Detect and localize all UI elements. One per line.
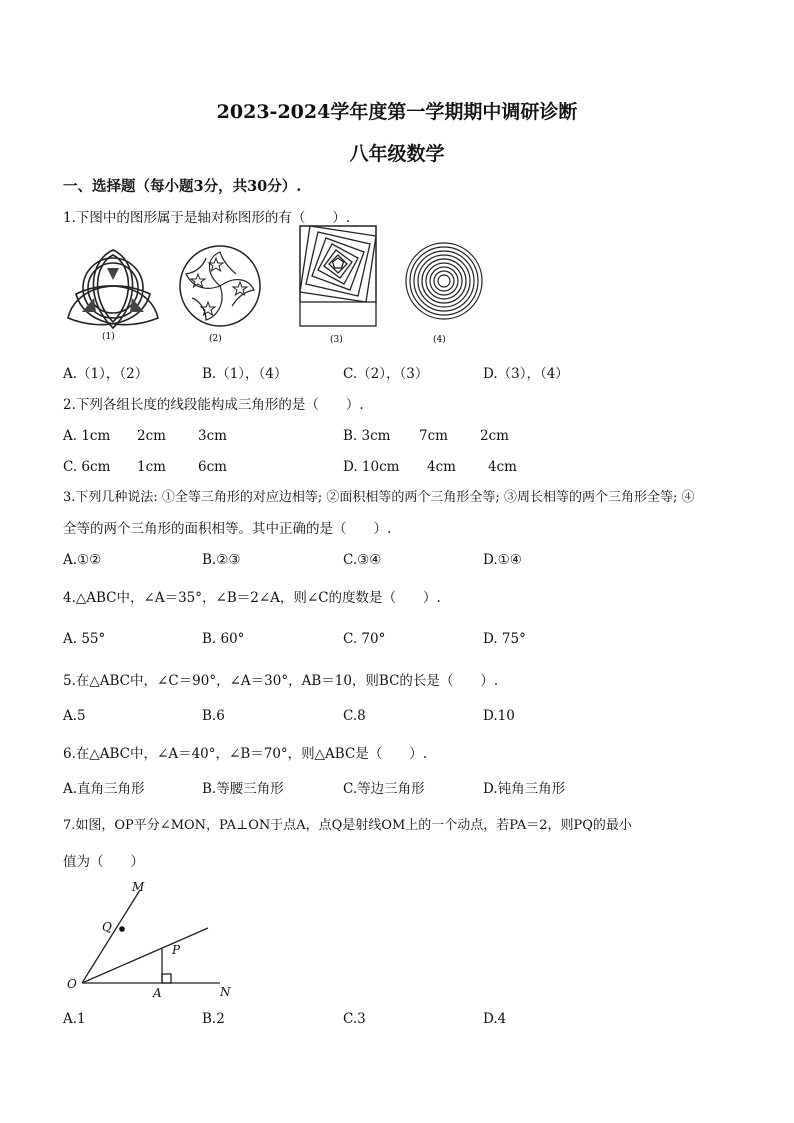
q6-option-b: B.等腰三角形	[202, 781, 284, 797]
label-a: A	[153, 986, 162, 1000]
q7-option-c: C.3	[343, 1011, 366, 1027]
q7-option-d: D.4	[483, 1011, 507, 1027]
q3-option-d: D.①④	[483, 552, 522, 568]
question-5-stem: 5.在△ABC中，∠C＝90°，∠A＝30°，AB＝10，则BC的长是（ ）.	[63, 673, 499, 689]
section-heading: 一、选择题（每小题3分，共30分）.	[63, 178, 302, 195]
q2-option-c-1: C. 6cm	[63, 459, 111, 475]
figure-1-caption: (1)	[102, 332, 115, 342]
q1-option-a: A.（1），（2）	[63, 366, 149, 382]
figure-concentric-circles	[403, 240, 485, 346]
figure-3-caption: (3)	[330, 335, 343, 345]
q3-option-b: B.②③	[202, 552, 241, 568]
figure-angle-bisector	[62, 878, 242, 1000]
question-6-stem: 6.在△ABC中，∠A＝40°，∠B＝70°，则△ABC是（ ）.	[63, 746, 428, 762]
point-q	[119, 926, 125, 932]
q2-option-a-3: 3cm	[198, 428, 227, 444]
figure-trefoil	[62, 246, 164, 342]
question-2-stem: 2.下列各组长度的线段能构成三角形的是（ ）.	[63, 397, 364, 413]
q7-option-b: B.2	[202, 1011, 225, 1027]
right-angle-mark	[162, 974, 171, 983]
q7-option-a: A.1	[63, 1011, 86, 1027]
q1-option-d: D.（3），（4）	[483, 366, 569, 382]
label-n: N	[220, 985, 231, 999]
question-3-line-1: 3.下列几种说法: ①全等三角形的对应边相等; ②面积相等的两个三角形全等; ③周长相等的两个三角形全等; ④	[63, 490, 695, 505]
q6-option-a: A.直角三角形	[63, 781, 145, 797]
figure-4-caption: (4)	[433, 335, 446, 345]
q2-option-c-2: 1cm	[137, 459, 166, 475]
q5-option-a: A.5	[63, 708, 86, 724]
figure-2-caption: (2)	[209, 334, 222, 344]
q2-option-b-3: 2cm	[480, 428, 509, 444]
question-1-stem: 1.下图中的图形属于是轴对称图形的有（ ）.	[63, 210, 351, 226]
q2-option-c-3: 6cm	[198, 459, 227, 475]
q1-option-b: B.（1），（4）	[202, 366, 288, 382]
q3-option-c: C.③④	[343, 552, 382, 568]
figure-rotated-squares	[296, 222, 380, 346]
q2-option-b-1: B. 3cm	[343, 428, 391, 444]
q4-option-b: B. 60°	[202, 631, 245, 647]
question-7-line-2: 值为（ ）	[63, 854, 144, 870]
q3-option-a: A.①②	[63, 552, 102, 568]
q6-option-d: D.钝角三角形	[483, 781, 566, 797]
q4-option-c: C. 70°	[343, 631, 386, 647]
q5-option-d: D.10	[483, 708, 515, 724]
question-3-line-2: 全等的两个三角形的面积相等。其中正确的是（ ）.	[63, 521, 392, 537]
question-4-stem: 4.△ABC中，∠A＝35°，∠B＝2∠A，则∠C的度数是（ ）.	[63, 590, 441, 606]
q5-option-b: B.6	[202, 708, 225, 724]
figure-pinwheel	[176, 244, 264, 344]
q2-option-d-1: D. 10cm	[343, 459, 400, 475]
q2-option-a-1: A. 1cm	[63, 428, 111, 444]
ray-om	[82, 890, 140, 983]
label-p: P	[172, 943, 181, 957]
label-q: Q	[102, 920, 112, 934]
q2-option-b-2: 7cm	[419, 428, 448, 444]
q4-option-a: A. 55°	[63, 631, 106, 647]
ray-op	[82, 928, 208, 983]
question-7-line-1: 7.如图，OP平分∠MON，PA⊥ON于点A，点Q是射线OM上的一个动点，若PA＝2，则PQ的最小	[63, 818, 632, 833]
label-m: M	[132, 880, 145, 894]
q2-option-a-2: 2cm	[137, 428, 166, 444]
q2-option-d-3: 4cm	[488, 459, 517, 475]
q1-option-c: C.（2），（3）	[343, 366, 429, 382]
q4-option-d: D. 75°	[483, 631, 526, 647]
page-subtitle: 八年级数学	[349, 143, 445, 165]
label-o: O	[67, 977, 77, 991]
q5-option-c: C.8	[343, 708, 366, 724]
page-title: 2023-2024学年度第一学期期中调研诊断	[216, 101, 578, 123]
q2-option-d-2: 4cm	[427, 459, 456, 475]
q6-option-c: C.等边三角形	[343, 781, 425, 797]
